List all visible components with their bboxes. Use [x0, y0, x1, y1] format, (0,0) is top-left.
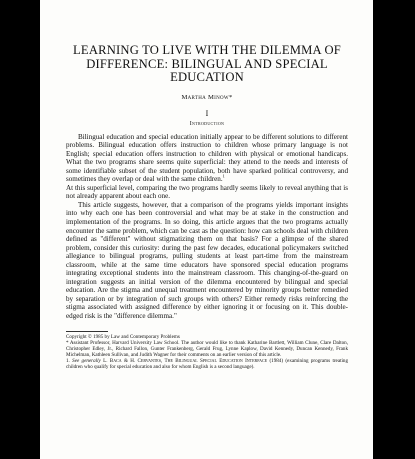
body-paragraph-1	[66, 133, 348, 184]
footnote-1-citation: L. Baca & H. Cervantes, The Bilingual Special Education Interface (1984)	[103, 357, 284, 364]
article-title: LEARNING TO LIVE WITH THE DILEMMA OF DIFFERENCE: BILINGUAL AND SPECIAL EDUCATION	[73, 43, 341, 84]
footnote-divider	[66, 331, 108, 332]
footnote-1-number: 1.	[66, 357, 70, 364]
journal-page	[40, 0, 373, 459]
section-title: Introduction	[189, 120, 225, 127]
footnote-1	[66, 358, 348, 370]
article-body	[66, 133, 348, 321]
footnotes	[66, 334, 348, 371]
copyright-notice: Copyright © 1985 by Law and Contemporary Problems	[66, 333, 180, 340]
section-number: I	[205, 108, 209, 118]
author-footnote: * Assistant Professor, Harvard University Law School. The author would like to thank Katharine Bartlett, William Clune, Clare Dalton, Christopher Edley, Jr., Richard Fallon, Gunter Frankenberg, Gerald Frug, Lynne Kaplow, David Kennedy, Duncan Kennedy, Frank Michelman, Kathleen Sullivan, and Judith Wagner for their comments on an earlier version of this article.	[66, 339, 348, 358]
page-content	[66, 44, 348, 370]
body-paragraph-2: This article suggests, however, that a comparison of the programs yields important insights into why each one has been controversial and what may be at stake in the construction and implementation of the programs. In so doing, this article argues that the two programs actually encounter the same problem, which can be cast as the question: how can schools deal with children defined as "different" without stigmatizing them on that basis? For a glimpse of the shared problem, consider this curiosity: during the past few decades, educational policymakers switched allegiance to bilingual programs, pulling students at least part-time from the mainstream classroom, while at the same time educators have sponsored special education programs integrating exceptional students into the mainstream classroom. This changing-of-the-guard on integration suggests an initial version of the dilemma encountered by bilingual and special education. Are the stigma and unequal treatment encountered by minority groups better remedied by separation or by integration of such groups with others? Either remedy risks reinforcing the stigma associated with assigned difference by either ignoring it or focusing on it. This double-edged risk is the "difference dilemma."	[66, 200, 348, 320]
footnote-1-parenthetical: (examining programs treating children who qualify for special education and also for whom English is a second language).	[66, 357, 349, 370]
footnote-1-signal: See generally	[72, 357, 101, 364]
footnote-ref-1: 1	[222, 173, 225, 179]
article-author: Martha Minow*	[181, 93, 233, 101]
body-paragraph-1b: At this superficial level, comparing the two programs hardly seems likely to reveal anything that is not already apparent about each one.	[66, 183, 348, 201]
paragraph-1-text: Bilingual education and special education initially appear to be different solutions to different problems. Bilingual education offers instruction to children whose primary language is not English; special education offers instruction to children with physical or emotional handicaps. What the two programs share seems quite superficial: they attend to the needs and interests of some identifiable subset of the student population, both have sparked political controversy, and sometimes they overlap or deal with the same children.	[66, 132, 348, 184]
